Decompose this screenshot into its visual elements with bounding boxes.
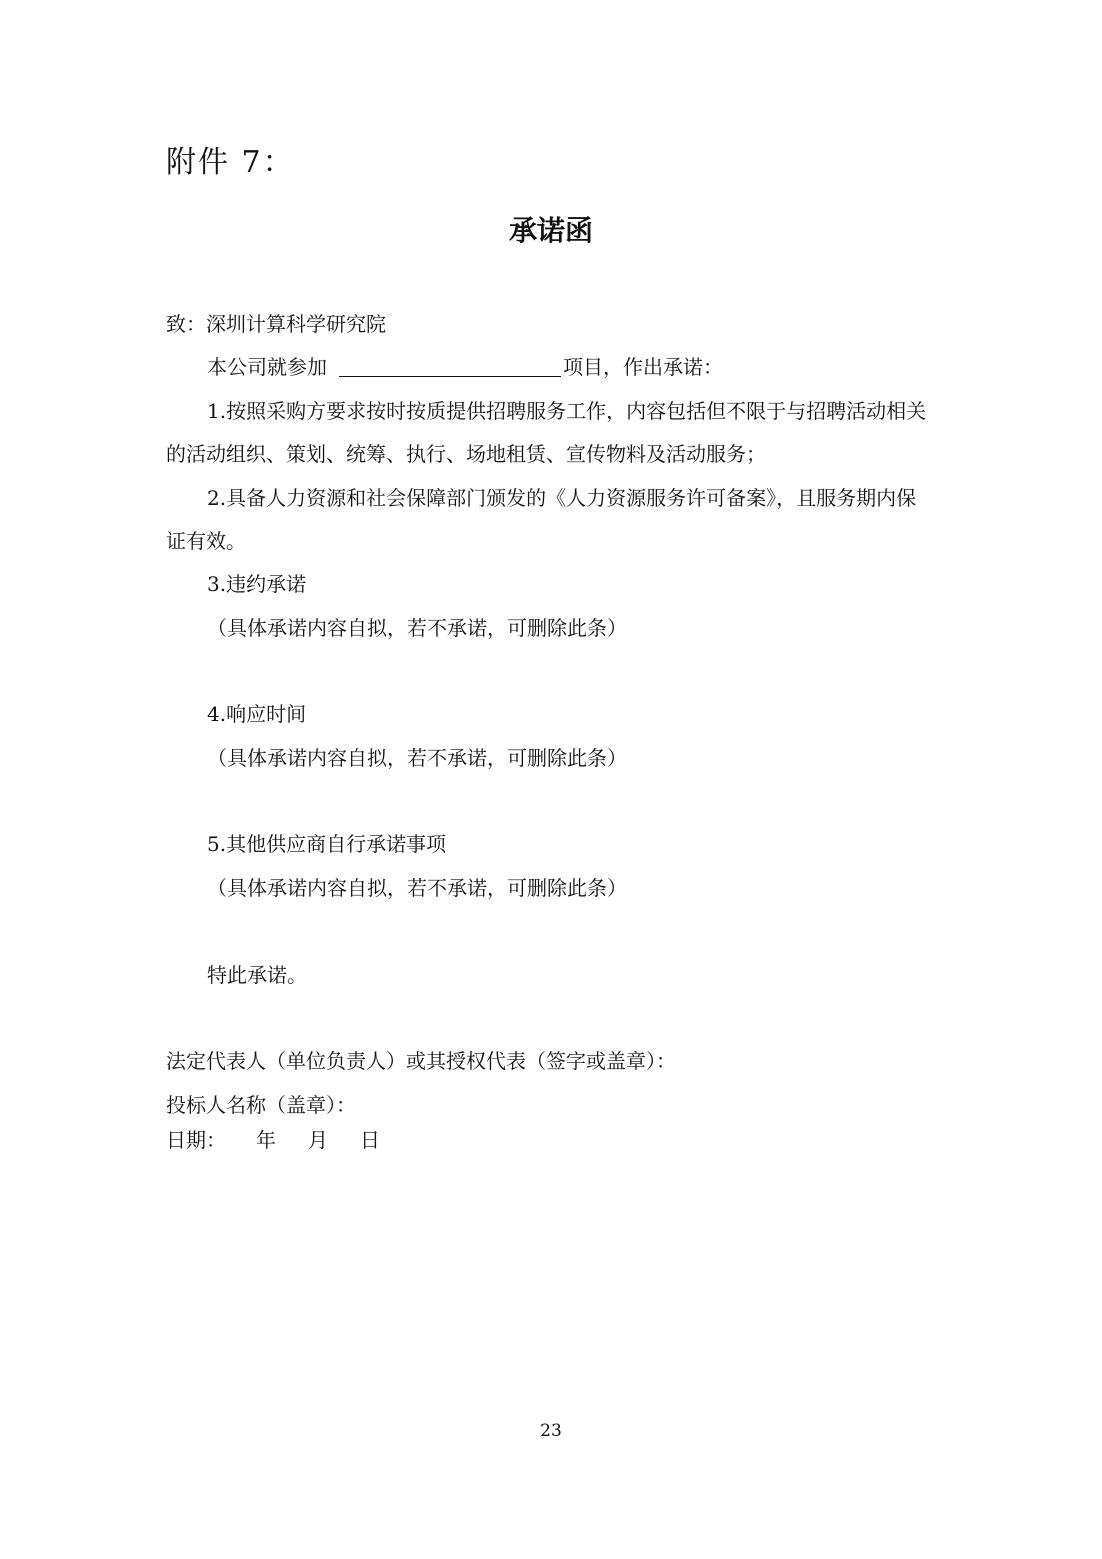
legal-rep-line: 法定代表人（单位负责人）或其授权代表（签字或盖章）：: [166, 1049, 676, 1073]
item5-title: 5.其他供应商自行承诺事项: [207, 832, 447, 856]
item1-line2: 的活动组织、策划、统筹、执行、场地租赁、宣传物料及活动服务；: [166, 442, 766, 466]
item3-note: （具体承诺内容自拟，若不承诺，可删除此条）: [207, 616, 627, 640]
intro-after: 项目，作出承诺：: [563, 355, 723, 379]
date-label: 日期：: [166, 1128, 226, 1152]
page-number: 23: [540, 1421, 562, 1441]
date-month: 月: [308, 1128, 328, 1152]
item4-note: （具体承诺内容自拟，若不承诺，可删除此条）: [207, 746, 627, 770]
date-day: 日: [360, 1128, 380, 1152]
closing-line: 特此承诺。: [207, 963, 307, 987]
item5-note: （具体承诺内容自拟，若不承诺，可删除此条）: [207, 876, 627, 900]
bidder-name-line: 投标人名称（盖章）：: [166, 1093, 356, 1117]
date-year: 年: [256, 1128, 276, 1152]
project-name-blank[interactable]: [339, 354, 561, 377]
item2-line1: 2.具备人力资源和社会保障部门颁发的《人力资源服务许可备案》，且服务期内保: [207, 486, 917, 510]
item2-line2: 证有效。: [166, 529, 246, 553]
intro-line: [207, 352, 723, 382]
attachment-label: 附件 7：: [166, 145, 295, 180]
date-line: [166, 1125, 380, 1155]
document-title: 承诺函: [508, 214, 593, 247]
intro-before: 本公司就参加: [207, 355, 327, 379]
recipient-line: 致：深圳计算科学研究院: [166, 312, 386, 336]
item1-line1: 1.按照采购方要求按时按质提供招聘服务工作，内容包括但不限于与招聘活动相关: [207, 399, 927, 423]
item3-title: 3.违约承诺: [207, 572, 307, 596]
item4-title: 4.响应时间: [207, 702, 307, 726]
